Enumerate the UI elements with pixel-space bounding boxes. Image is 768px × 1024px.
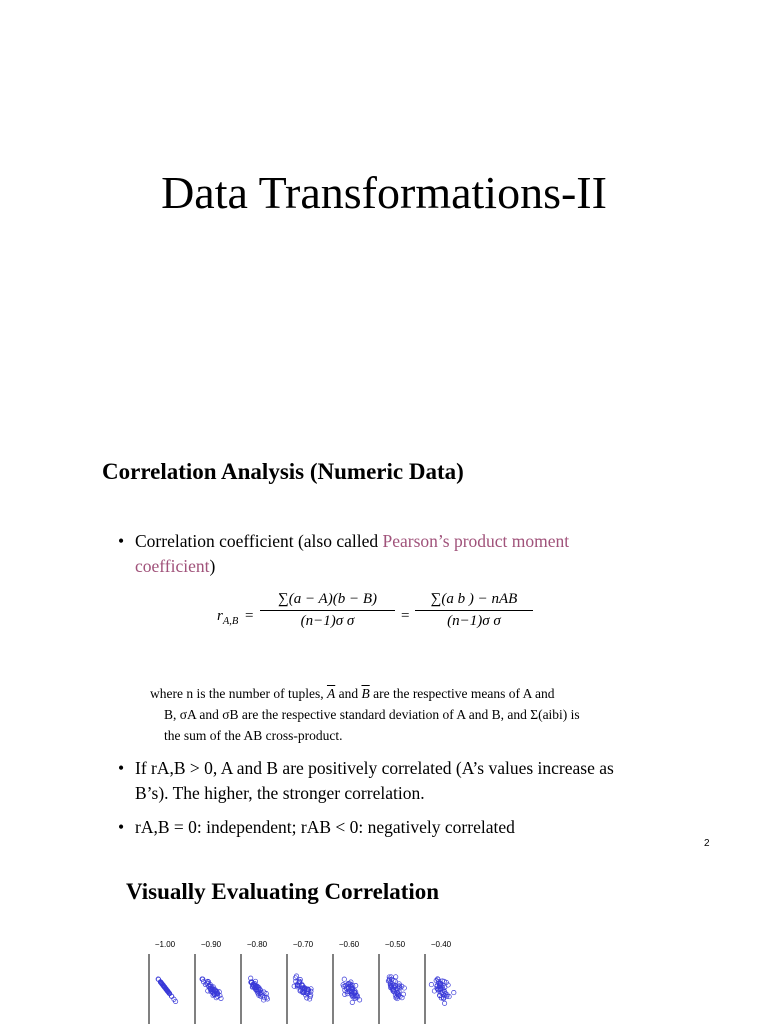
panel-label: −0.80 xyxy=(246,940,268,949)
note-line-1 xyxy=(150,683,650,704)
formula-explanation xyxy=(150,683,650,746)
scatter-point xyxy=(354,983,358,987)
panel-label: −0.40 xyxy=(430,940,452,949)
pearson-link[interactable]: Pearson’s product moment coefficient xyxy=(135,531,570,576)
scatter-point xyxy=(342,977,346,981)
scatter-panel xyxy=(283,954,325,1024)
formula-fraction-1 xyxy=(260,591,395,630)
panel-label: −0.70 xyxy=(292,940,314,949)
scatter-point xyxy=(442,1001,446,1005)
formula-lhs-r: r xyxy=(217,608,223,624)
fraction-1-numerator: ∑(a − A)(b − B) xyxy=(278,591,377,607)
note-line-3: the sum of the AB cross-product. xyxy=(164,728,343,743)
scatter-panel xyxy=(375,954,417,1024)
panel-label: −1.00 xyxy=(154,940,176,949)
scatter-point xyxy=(394,975,398,979)
note-line-1-a: where n is the number of tuples, xyxy=(150,686,327,701)
correlation-heading: Correlation Analysis (Numeric Data) xyxy=(102,459,464,484)
note-line-1-b: are the respective means of A and xyxy=(369,686,555,701)
bullet-independent xyxy=(118,815,638,841)
fraction-1-denominator: (n−1)σ σ xyxy=(300,613,355,629)
page-number: 2 xyxy=(704,838,710,849)
fraction-2-denominator: (n−1)σ σ xyxy=(447,613,501,629)
bullet-text xyxy=(135,529,635,579)
scatter-panel xyxy=(191,954,233,1024)
bullet1-suffix: ) xyxy=(209,556,216,576)
bullet-dot: • xyxy=(118,817,125,837)
bullet2-text: If rA,B > 0, A and B are positively correlated (A’s values increase as B’s). The higher, the stronger correlation. xyxy=(135,758,614,803)
formula-fraction-2 xyxy=(415,591,533,630)
bullet-positive-correlation xyxy=(118,756,638,808)
scatter-panel xyxy=(421,954,463,1024)
formula-lhs-sub: A,B xyxy=(222,616,239,627)
pearson-formula xyxy=(215,588,545,648)
bullet-dot: • xyxy=(118,758,125,778)
visual-correlation-heading: Visually Evaluating Correlation xyxy=(126,879,440,904)
panel-label: −0.50 xyxy=(384,940,406,949)
formula-eq-2: = xyxy=(401,608,410,624)
fraction-2-numerator: ∑(a b ) − nAB xyxy=(430,591,518,607)
scatter-panel xyxy=(237,954,279,1024)
bullet-correlation-coefficient xyxy=(118,529,638,581)
scatter-point xyxy=(452,990,456,994)
mean-b-symbol: $\overline{B}$ xyxy=(361,686,370,701)
scatter-panels xyxy=(145,940,475,1024)
scatter-panel xyxy=(145,954,187,1024)
formula-eq-1: = xyxy=(245,608,254,624)
note-and: and xyxy=(335,686,362,701)
scatter-panel xyxy=(329,954,371,1024)
bullet1-prefix: Correlation coefficient (also called xyxy=(135,531,383,551)
scatter-point xyxy=(357,998,361,1002)
panel-label: −0.60 xyxy=(338,940,360,949)
fraction-1-bar xyxy=(260,610,395,611)
scatter-point xyxy=(429,982,433,986)
bullet3-text: rA,B = 0: independent; rAB < 0: negatively correlated xyxy=(135,817,515,837)
mean-a-symbol: $\overline{A}$ xyxy=(326,686,336,701)
scatter-point xyxy=(350,1000,354,1004)
scatter-point xyxy=(219,996,223,1000)
note-line-2: B, σA and σB are the respective standard deviation of A and B, and Σ(aibi) is xyxy=(164,707,580,722)
bullet-dot: • xyxy=(118,531,125,551)
fraction-2-bar xyxy=(415,610,533,611)
formula-lhs xyxy=(217,608,238,627)
slide-title: Data Transformations-II xyxy=(161,167,607,218)
panel-label: −0.90 xyxy=(200,940,222,949)
